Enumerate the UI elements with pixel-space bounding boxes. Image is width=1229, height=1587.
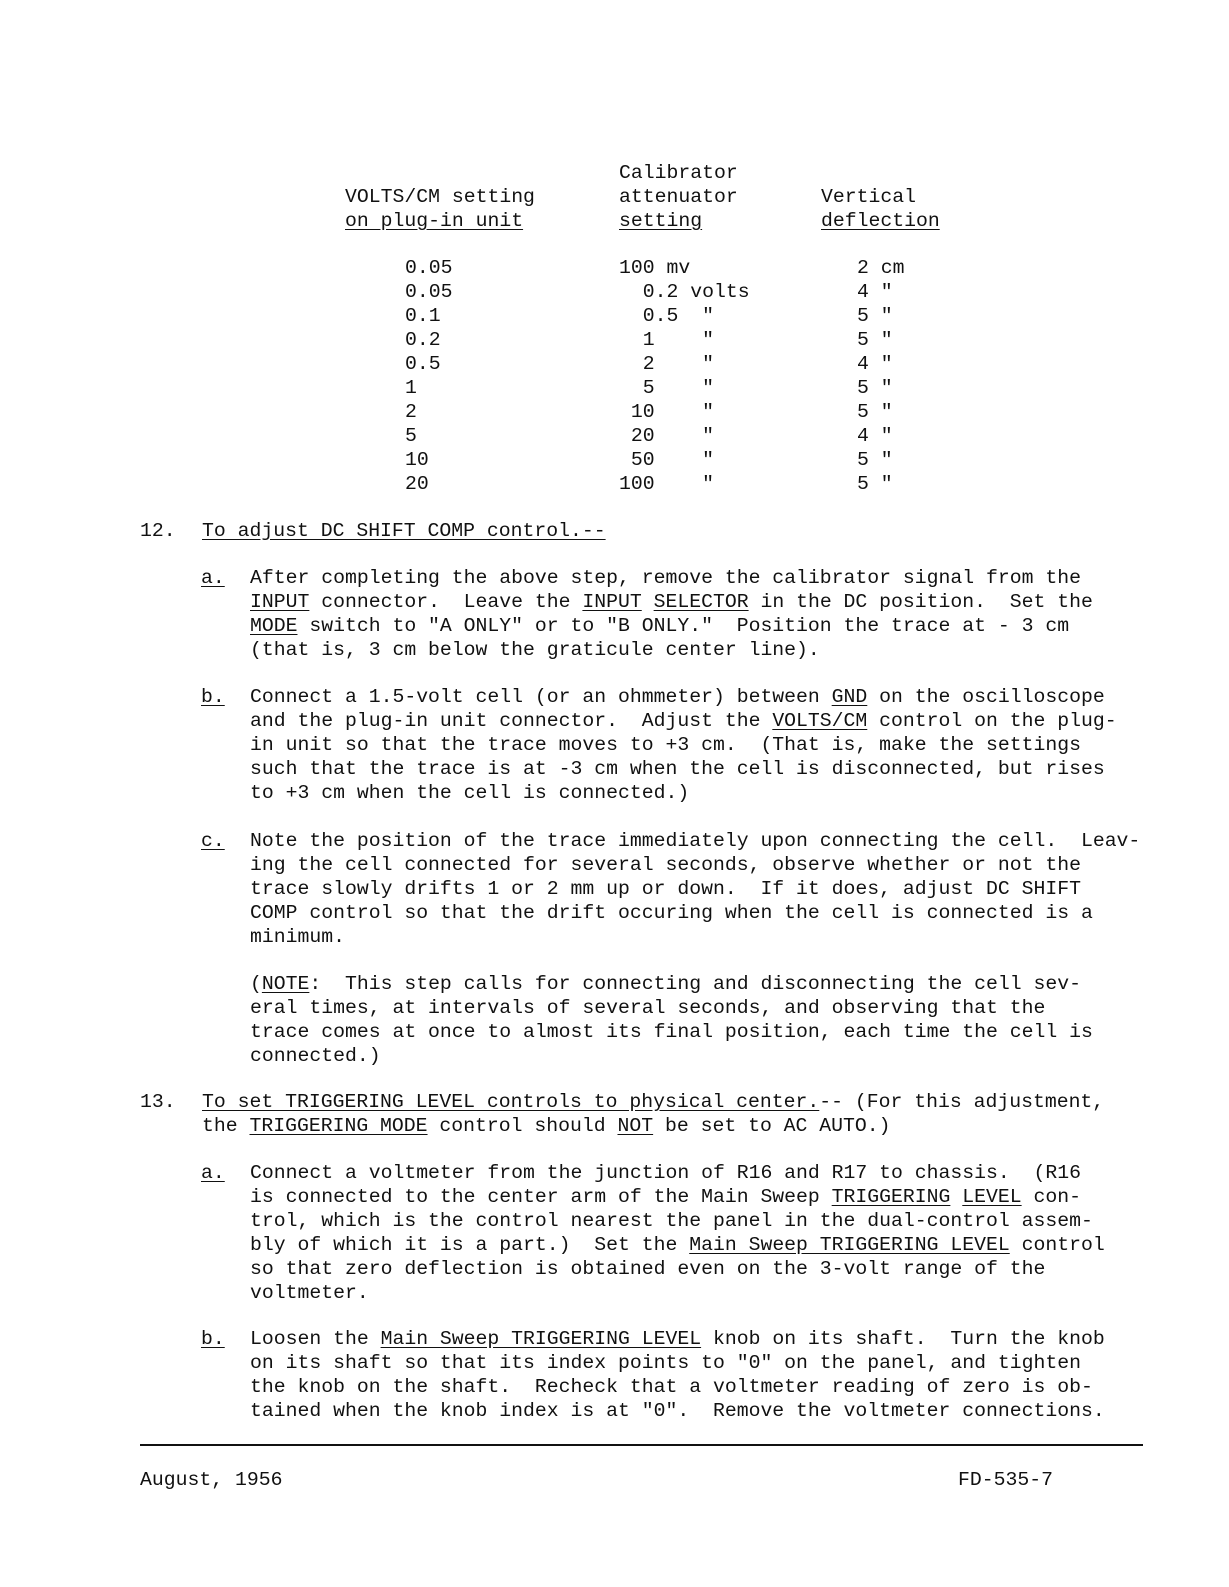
underlined-term: TRIGGERING (831, 1186, 951, 1208)
table-cell: 0.05 (405, 281, 453, 303)
table-cell: 5 " (857, 305, 893, 327)
text-segment: is connected to the center arm of the Main Sweep (250, 1186, 832, 1208)
text-segment: After completing the above step, remove the calibrator signal from the (250, 567, 1081, 589)
text-segment: on its shaft so that its index points to "0" on the panel, and tighten (250, 1352, 1081, 1374)
text-segment: : This step calls for connecting and disconnecting the cell sev- (309, 973, 1081, 995)
header-line: VOLTS/CM setting (345, 186, 535, 208)
table-cell: 0.2 volts (619, 281, 750, 303)
header-line: Vertical (821, 186, 916, 208)
table-cell: 5 (405, 425, 417, 447)
underlined-term: MODE (250, 615, 298, 637)
text-line (250, 733, 1117, 757)
text-line (250, 638, 1093, 662)
table-cell: 5 " (857, 401, 893, 423)
text-segment: and the plug-in unit connector. Adjust the (250, 710, 773, 732)
text-line (250, 781, 1117, 805)
text-segment (642, 591, 654, 613)
table-cell: 1 " (619, 329, 714, 351)
table-column-calibrator (619, 256, 750, 496)
text-segment: Connect a voltmeter from the junction of R16 and R17 to chassis. (R16 (250, 1162, 1081, 1184)
table-cell: 20 (405, 473, 429, 495)
text-segment: con- (1021, 1186, 1081, 1208)
footer-rule (140, 1444, 1143, 1446)
table-header-volts-cm (345, 161, 535, 233)
text-segment: trace comes at once to almost its final position, each time the cell is (250, 1021, 1093, 1043)
text-segment: the knob on the shaft. Recheck that a voltmeter reading of zero is ob- (250, 1376, 1093, 1398)
text-segment: voltmeter. (250, 1282, 369, 1304)
footer-page-id: FD-535-7 (958, 1469, 1053, 1491)
text-segment: connected.) (250, 1045, 381, 1067)
text-line (250, 614, 1093, 638)
text-line (250, 709, 1117, 733)
table-cell: 4 " (857, 281, 893, 303)
table-header-deflection (821, 161, 940, 233)
paragraph-body (202, 519, 606, 543)
text-segment: in unit so that the trace moves to +3 cm. (That is, make the settings (250, 734, 1081, 756)
text-line (250, 901, 1140, 925)
text-line (250, 1399, 1105, 1423)
underlined-term: TRIGGERING MODE (249, 1115, 428, 1137)
paragraph-marker: b. (201, 1328, 225, 1350)
text-segment: Note the position of the trace immediately upon connecting the cell. Leav- (250, 830, 1141, 852)
table-cell: 2 (405, 401, 417, 423)
table-header-calibrator (619, 161, 738, 233)
text-line (202, 1114, 1104, 1138)
text-segment (950, 1186, 962, 1208)
text-segment: to +3 cm when the cell is connected.) (250, 782, 690, 804)
table-cell: 50 " (619, 449, 714, 471)
header-line: attenuator (619, 186, 738, 208)
text-segment: the (202, 1115, 250, 1137)
text-line (250, 1257, 1105, 1281)
paragraph-marker: c. (201, 830, 225, 852)
underlined-term: NOTE (261, 973, 310, 995)
footer-date: August, 1956 (140, 1469, 283, 1491)
text-line (250, 1327, 1105, 1351)
text-line (250, 925, 1140, 949)
text-line (250, 1020, 1093, 1044)
text-segment: control on the plug- (867, 710, 1117, 732)
text-line (250, 853, 1140, 877)
table-cell: 5 " (857, 329, 893, 351)
text-line (250, 1233, 1105, 1257)
paragraph-marker: 12. (140, 520, 176, 542)
paragraph-marker: 13. (140, 1091, 176, 1113)
underlined-term: VOLTS/CM (772, 710, 868, 732)
text-line (250, 829, 1140, 853)
text-line (250, 996, 1093, 1020)
underlined-term: To adjust DC SHIFT COMP control.-- (202, 520, 606, 542)
paragraph-body (250, 566, 1093, 662)
underlined-term: LEVEL (962, 1186, 1022, 1208)
text-line (250, 566, 1093, 590)
underlined-term: NOT (617, 1115, 654, 1137)
text-line (250, 1375, 1105, 1399)
text-line (202, 519, 606, 543)
text-segment: such that the trace is at -3 cm when the cell is disconnected, but rises (250, 758, 1105, 780)
table-cell: 2 " (619, 353, 714, 375)
paragraph-body (250, 972, 1093, 1068)
text-segment: tained when the knob index is at "0". Remove the voltmeter connections. (250, 1400, 1105, 1422)
table-cell: 4 " (857, 425, 893, 447)
table-cell: 4 " (857, 353, 893, 375)
paragraph-marker: a. (201, 567, 225, 589)
text-segment: trol, which is the control nearest the panel in the dual-control assem- (250, 1210, 1093, 1232)
text-segment: be set to AC AUTO.) (653, 1115, 891, 1137)
text-line (250, 685, 1117, 709)
text-segment: Loosen the (250, 1328, 381, 1350)
table-column-deflection (857, 256, 904, 496)
text-segment: in the DC position. Set the (748, 591, 1093, 613)
table-column-volts-cm (405, 256, 452, 496)
text-segment: ing the cell connected for several seconds, observe whether or not the (250, 854, 1081, 876)
underlined-term: SELECTOR (653, 591, 749, 613)
table-cell: 1 (405, 377, 417, 399)
table-cell: 5 " (857, 449, 893, 471)
text-segment: control should (427, 1115, 618, 1137)
header-line: deflection (821, 210, 940, 232)
text-line (250, 1209, 1105, 1233)
underlined-term: INPUT (582, 591, 642, 613)
header-line: on plug-in unit (345, 210, 524, 232)
text-segment: Connect a 1.5-volt cell (or an ohmmeter) between (250, 686, 832, 708)
text-line (250, 1185, 1105, 1209)
text-line (250, 877, 1140, 901)
text-segment: connector. Leave the (309, 591, 583, 613)
table-cell: 5 " (619, 377, 714, 399)
text-segment: switch to "A ONLY" or to "B ONLY." Position the trace at - 3 cm (297, 615, 1070, 637)
text-segment: -- (For this adjustment, (819, 1091, 1105, 1113)
underlined-term: To set TRIGGERING LEVEL controls to physical center. (202, 1091, 820, 1113)
text-segment: on the oscilloscope (867, 686, 1105, 708)
header-line (345, 161, 535, 185)
table-cell: 10 " (619, 401, 714, 423)
table-cell: 0.5 (405, 353, 441, 375)
text-line (250, 1281, 1105, 1305)
table-cell: 0.05 (405, 257, 453, 279)
text-line (250, 1161, 1105, 1185)
table-cell: 0.5 " (619, 305, 714, 327)
paragraph-body (250, 685, 1117, 805)
text-segment: bly of which it is a part.) Set the (250, 1234, 690, 1256)
text-segment: ( (250, 973, 262, 995)
text-line (250, 1044, 1093, 1068)
paragraph-body (250, 829, 1140, 949)
paragraph-body (202, 1090, 1104, 1138)
table-cell: 100 mv (619, 257, 691, 279)
text-segment: minimum. (250, 926, 345, 948)
paragraph-body (250, 1161, 1105, 1305)
table-cell: 20 " (619, 425, 714, 447)
header-line (821, 161, 940, 185)
paragraph-marker: b. (201, 686, 225, 708)
text-segment: COMP control so that the drift occuring when the cell is connected is a (250, 902, 1093, 924)
table-cell: 0.1 (405, 305, 441, 327)
text-line (250, 590, 1093, 614)
text-segment: (that is, 3 cm below the graticule center line). (250, 639, 820, 661)
text-segment: eral times, at intervals of several seconds, and observing that the (250, 997, 1046, 1019)
text-line (202, 1090, 1104, 1114)
table-cell: 100 " (619, 473, 714, 495)
paragraph-body (250, 1327, 1105, 1423)
table-cell: 10 (405, 449, 429, 471)
header-line: setting (619, 210, 703, 232)
underlined-term: INPUT (250, 591, 310, 613)
underlined-term: Main Sweep TRIGGERING LEVEL (380, 1328, 702, 1350)
text-line (250, 1351, 1105, 1375)
underlined-term: Main Sweep TRIGGERING LEVEL (689, 1234, 1010, 1256)
text-segment: so that zero deflection is obtained even on the 3-volt range of the (250, 1258, 1046, 1280)
table-cell: 5 " (857, 473, 893, 495)
text-segment: trace slowly drifts 1 or 2 mm up or down. If it does, adjust DC SHIFT (250, 878, 1081, 900)
table-cell: 5 " (857, 377, 893, 399)
text-segment: control (1009, 1234, 1105, 1256)
text-line (250, 757, 1117, 781)
text-segment: knob on its shaft. Turn the knob (701, 1328, 1105, 1350)
header-line: Calibrator (619, 162, 738, 184)
underlined-term: GND (831, 686, 868, 708)
table-cell: 0.2 (405, 329, 441, 351)
text-line (250, 972, 1093, 996)
paragraph-marker: a. (201, 1162, 225, 1184)
table-cell: 2 cm (857, 257, 905, 279)
